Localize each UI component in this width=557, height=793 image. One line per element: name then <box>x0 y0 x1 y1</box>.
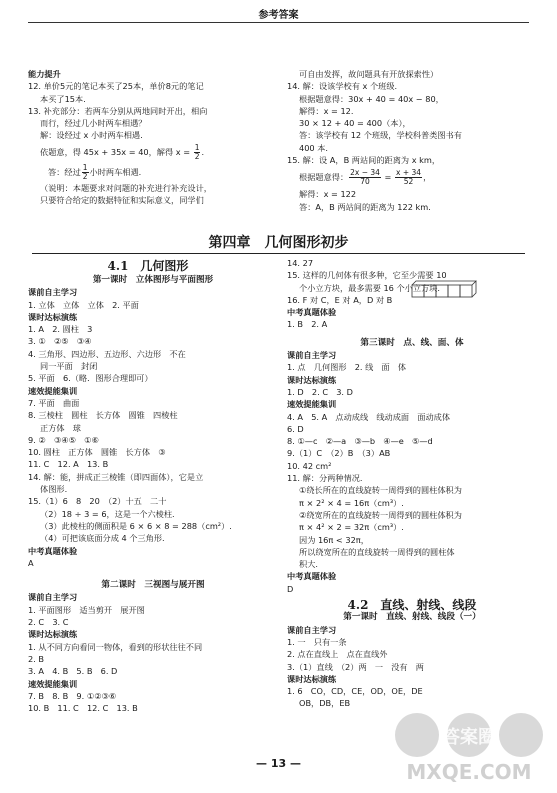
page-number: — 13 — <box>256 757 301 770</box>
answer-line: 12. 单价5元的笔记本买了25本，单价8元的笔记 <box>28 81 204 92</box>
right-top-block <box>287 68 537 213</box>
answer-line: 1. A 2. 圆柱 3 <box>28 324 93 335</box>
answer-line: 答：该学校有 12 个班级，学校科普类图书有 <box>299 130 462 141</box>
fraction-denominator: 70 <box>360 177 370 187</box>
answer-line: 1. 一 只有一条 <box>287 636 347 647</box>
answer-line: 可自由发挥，故问题具有开放探索性） <box>299 69 439 79</box>
right-bottom-block <box>287 257 537 710</box>
section-title-4-2: 4.2 直线、射线、线段 <box>347 598 477 613</box>
watermark-brand: 答案圈 <box>442 727 496 748</box>
answer-line: 1. 平面图形 适当剪开 展开图 <box>28 604 145 615</box>
answer-line: 15. 这样的几何体有很多种，它至少需要 10 <box>287 270 447 281</box>
answer-line: 体图形. <box>40 484 68 495</box>
fraction-denominator: 2 <box>194 151 200 161</box>
answer-line: 16. F 对 C，E 对 A，D 对 B <box>287 294 393 305</box>
subsection-heading: 课时达标演练 <box>287 673 337 684</box>
answer-line: （4）可把该底面分成 4 个三角形. <box>40 533 165 544</box>
subsection-heading: 课时达标演练 <box>287 374 337 385</box>
answer-line: 2. 点在直线上 点在直线外 <box>287 649 388 660</box>
equation-tail: ， <box>423 172 432 183</box>
fraction <box>194 144 201 161</box>
answer-line-conclusion <box>28 162 278 182</box>
answer-line: 10. B 11. C 12. C 13. B <box>28 703 138 714</box>
answer-line: 4. A 5. A 点动成线 线动成面 面动成体 <box>287 411 451 422</box>
answer-line: 1. D 2. C 3. D <box>287 386 353 397</box>
answer-line: 1. 6 CO，CD，CE，OD，OE，DE <box>287 686 423 697</box>
answer-line: 本买了15本. <box>40 93 86 104</box>
fraction-numerator: 1 <box>82 162 88 172</box>
answer-line: 3.（1）直线 （2）两 一 没有 两 <box>287 661 424 672</box>
answer-line: ①绕长所在的直线旋转一周得到的圆柱体积为 <box>299 485 462 496</box>
spacer <box>28 569 278 579</box>
equation-text: 依题意，得 45x + 35x = 40，解得 x = <box>40 146 193 157</box>
answer-line: （3）此棱柱的侧面积是 6 × 6 × 8 = 288（cm²）. <box>40 520 232 531</box>
subsection-heading: 速效提能集训 <box>287 399 337 410</box>
answer-line: 1. 立体 立体 立体 2. 平面 <box>28 299 139 310</box>
watermark-logo <box>389 705 549 787</box>
answer-line: （2）18 ÷ 3 = 6，这是一个六棱柱. <box>40 508 175 519</box>
cube-stack-figure <box>408 277 478 301</box>
answer-line: （说明：本题要求对问题的补充进行补充设计， <box>40 182 212 193</box>
subsection-heading: 课前自主学习 <box>28 592 78 603</box>
answer-line: 而行，经过几小时两车相遇？ <box>40 118 147 129</box>
answer-line: 5. 平面 6.（略．图形合理即可） <box>28 373 153 384</box>
answer-line: 15. 解：设 A，B 两站间的距离为 x km， <box>287 155 441 166</box>
section-ability: 能力提升 <box>28 69 61 79</box>
fraction-numerator: 2x − 34 <box>350 168 380 178</box>
answer-line: 13. 补充部分：若两车分别从两地同时开出，相向 <box>28 105 208 116</box>
chapter-divider <box>32 253 525 254</box>
chapter-title: 第四章 几何图形初步 <box>208 235 349 251</box>
answer-line: 个小立方块，最多需要 16 个小立方块. <box>299 282 441 293</box>
answer-line: 30 × 12 + 40 = 400（本）， <box>299 118 411 129</box>
answer-line: 10. 圆柱 正方体 圆锥 长方体 ③ <box>28 447 166 458</box>
answer-line: 9.（1）C （2）B （3）AB <box>287 448 391 459</box>
answer-line: ②绕宽所在的直线旋转一周得到的圆柱体积为 <box>299 509 462 520</box>
subsection-heading: 课前自主学习 <box>28 287 78 298</box>
answer-line: 15.（1）6 8 20 （2）十五 二十 <box>28 496 167 507</box>
answer-line: 因为 16π < 32π， <box>299 534 369 545</box>
subsection-heading: 中考真题体验 <box>287 571 337 582</box>
answer-line: D <box>287 583 294 594</box>
answer-line: 1. B 2. A <box>287 319 328 330</box>
answer-line: 400 本. <box>299 142 329 153</box>
answer-line: 7. 平面 曲面 <box>28 397 80 408</box>
answer-line: 1. 从不同方向看同一物体，看到的形状往往不同 <box>28 641 203 652</box>
subsection-heading: 课时达标演练 <box>28 311 78 322</box>
answer-line: 14. 解：能，拼成正三棱锥（即四面体），它是立 <box>28 471 204 482</box>
answer-line: 10. 42 cm² <box>287 460 332 471</box>
answer-line: 3. ① ②⑤ ③④ <box>28 336 92 347</box>
fraction <box>349 169 381 186</box>
subsection-heading: 中考真题体验 <box>28 545 78 556</box>
answer-line: 解得：x = 122 <box>299 189 357 200</box>
answer-line-equation: 依题意，得 45x + 35x = 40，解得 x = $\frac{1}{2}$ . <box>40 142 205 161</box>
answer-line: 8. 三棱柱 圆柱 长方体 圆锥 四棱柱 <box>28 410 178 421</box>
answer-line: 积大. <box>299 559 318 570</box>
answer-line-equation <box>287 166 537 188</box>
answer-line: 只要符合给定的数据特征和实际意义，同学们 <box>40 195 204 206</box>
subsection-heading: 速效提能集训 <box>28 678 78 689</box>
watermark-url: MXQE.COM <box>406 760 532 784</box>
answer-line: 14. 27 <box>287 258 314 268</box>
answer-line: 7. B 8. B 9. ①②③⑥ <box>28 690 117 701</box>
fraction-denominator: 52 <box>403 177 414 187</box>
fraction-denominator: 2 <box>82 171 88 181</box>
left-top-block <box>28 68 278 206</box>
equals-sign: = <box>381 172 395 183</box>
answer-line: 6. D <box>287 423 304 434</box>
subsection-heading: 中考真题体验 <box>287 307 337 318</box>
answer-line: 同一平面 封闭 <box>40 361 98 372</box>
answer-line: 8. ①—c ②—a ③—b ④—e ⑤—d <box>287 436 433 447</box>
answer-line: 2. B <box>28 653 45 664</box>
answer-line: 所以绕宽所在的直线旋转一周得到的圆柱体 <box>299 546 455 557</box>
answer-line: 14. 解：设该学校有 x 个班级. <box>287 81 398 92</box>
answer-line: A <box>28 557 34 568</box>
header-divider <box>28 22 529 23</box>
subsection-heading: 课时达标演练 <box>28 629 78 640</box>
fraction-numerator: 1 <box>194 142 200 152</box>
left-bottom-block <box>28 274 278 714</box>
answer-line: 根据题意得：30x + 40 = 40x − 80， <box>299 93 444 104</box>
fraction-numerator: x + 34 <box>396 168 422 178</box>
subsection-heading: 课前自主学习 <box>287 350 337 361</box>
answer-line: 11. 解：分两种情况. <box>287 473 363 484</box>
fraction <box>82 164 89 181</box>
page-header-title: 参考答案 <box>258 10 299 21</box>
equation-text: 根据题意得： <box>299 172 349 183</box>
answer-line: OB，DB，EB <box>299 698 351 709</box>
subsection-heading: 速效提能集训 <box>28 385 78 396</box>
answer-line: 11. C 12. A 13. B <box>28 459 109 470</box>
subsection-heading: 课前自主学习 <box>287 624 337 635</box>
fraction <box>395 169 422 186</box>
conclusion-text-tail: 小时两车相遇. <box>89 166 142 177</box>
conclusion-text: 答：经过 <box>48 166 81 177</box>
answer-line: 解得：x = 12. <box>299 105 354 116</box>
lesson-title: 第二课时 三视图与展开图 <box>101 580 205 591</box>
answer-line: 3. A 4. B 5. B 6. D <box>28 666 118 677</box>
answer-line: 2. C 3. C <box>28 617 69 628</box>
section-title-4-1: 4.1 几何图形 <box>107 259 189 273</box>
lesson-title: 第一课时 立体图形与平面图形 <box>92 275 214 285</box>
answer-line: 1. 点 几何图形 2. 线 面 体 <box>287 362 407 373</box>
answer-line: π × 2² × 4 = 16π（cm³）. <box>299 497 404 508</box>
answer-line: 解：设经过 x 小时两车相遇. <box>40 130 143 141</box>
answer-line: 9. ② ③④⑤ ①⑥ <box>28 434 99 445</box>
lesson-title: 第一课时 直线、射线、线段（一） <box>343 612 481 623</box>
answer-line: π × 4² × 2 = 32π（cm³）. <box>299 522 404 533</box>
answer-line: 4. 三角形、四边形、五边形、六边形 不在 <box>28 348 186 359</box>
answer-line: 答：A，B 两站间的距离为 122 km. <box>299 201 431 212</box>
lesson-title: 第三课时 点、线、面、体 <box>360 337 464 348</box>
answer-line: 正方体 球 <box>40 422 81 433</box>
